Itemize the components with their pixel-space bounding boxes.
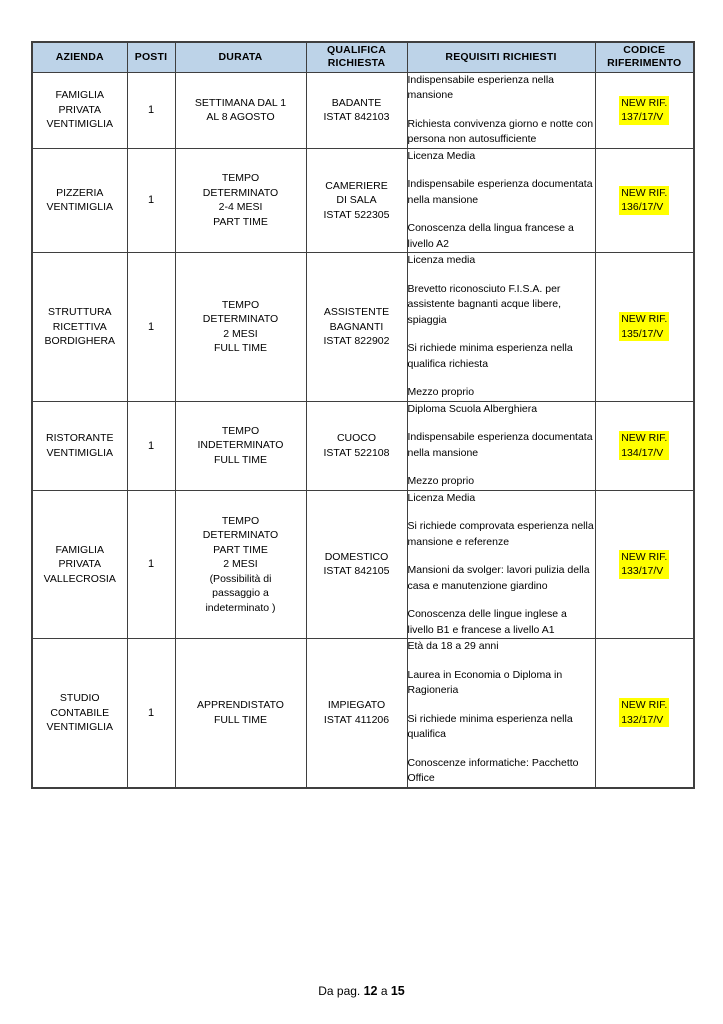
footer-from-page: 12 bbox=[363, 984, 378, 998]
cell-qualification-line: IMPIEGATO bbox=[327, 699, 386, 712]
requirement-paragraph: Diploma Scuola Alberghiera bbox=[407, 402, 538, 415]
cell-duration-line: AL 8 AGOSTO bbox=[206, 111, 275, 123]
cell-duration bbox=[175, 72, 306, 148]
requirement-paragraph: Licenza media bbox=[407, 254, 476, 266]
cell-qualification-line: DOMESTICO bbox=[324, 550, 389, 563]
cell-qualification-line: ASSISTENTE bbox=[323, 306, 390, 318]
column-header-posti bbox=[127, 42, 175, 72]
cell-requirements bbox=[407, 72, 595, 148]
table-row bbox=[32, 253, 694, 402]
table-row bbox=[32, 639, 694, 788]
requirement-paragraph: Conoscenza delle lingue inglese a livello B1 e francese a livello A1 bbox=[407, 608, 567, 636]
column-header-azienda bbox=[32, 42, 127, 72]
column-header-durata bbox=[175, 42, 306, 72]
requirement-paragraph: Brevetto riconosciuto F.I.S.A. per assistente bagnanti acque libere, spiaggia bbox=[407, 282, 562, 326]
column-header-line: DURATA bbox=[218, 50, 263, 63]
reference-code-line: NEW RIF. bbox=[621, 313, 668, 326]
cell-company-line: FAMIGLIA bbox=[55, 543, 104, 556]
requirement-paragraph: Conoscenza della lingua francese a livello A2 bbox=[407, 222, 574, 250]
column-header-line: RICHIESTA bbox=[327, 57, 386, 70]
requirement-paragraph: Si richiede minima esperienza nella qualifica bbox=[407, 712, 573, 740]
reference-code-line: NEW RIF. bbox=[621, 96, 668, 109]
cell-duration-line: 2 MESI bbox=[223, 327, 258, 340]
cell-requirements bbox=[407, 401, 595, 490]
cell-company-line: BORDIGHERA bbox=[44, 335, 116, 347]
requirement-paragraph: Indispensabile esperienza documentata nella mansione bbox=[407, 178, 593, 206]
cell-reference-code bbox=[595, 253, 694, 402]
requirement-paragraph: Licenza Media bbox=[407, 491, 476, 504]
reference-code-line: NEW RIF. bbox=[621, 186, 668, 199]
cell-qualification bbox=[306, 148, 407, 253]
reference-code-line: 133/17/V bbox=[621, 565, 664, 578]
cell-positions: 1 bbox=[127, 401, 175, 490]
cell-duration-line: TEMPO bbox=[221, 172, 260, 185]
cell-company-line: VENTIMIGLIA bbox=[46, 201, 113, 214]
column-header-codice bbox=[595, 42, 694, 72]
cell-positions: 1 bbox=[127, 253, 175, 402]
page-footer bbox=[0, 983, 723, 999]
reference-code-line: 136/17/V bbox=[621, 201, 664, 214]
cell-company-line: VALLECROSIA bbox=[43, 572, 116, 585]
cell-duration bbox=[175, 253, 306, 402]
cell-company bbox=[32, 490, 127, 639]
cell-company-line: PRIVATA bbox=[58, 103, 102, 116]
reference-code-line: 134/17/V bbox=[621, 446, 664, 459]
cell-positions: 1 bbox=[127, 72, 175, 148]
cell-duration-line: 2 MESI bbox=[223, 558, 258, 570]
cell-duration-line: FULL TIME bbox=[213, 453, 268, 466]
cell-qualification-line: ISTAT 411206 bbox=[323, 713, 390, 726]
cell-reference-code bbox=[595, 639, 694, 788]
requirement-paragraph: Mansioni da svolger: lavori pulizia della casa e manutenzione giardino bbox=[407, 564, 590, 592]
job-offers-table bbox=[31, 41, 695, 789]
column-header-line: QUALIFICA bbox=[327, 44, 386, 57]
cell-duration bbox=[175, 148, 306, 253]
column-header-line: RIFERIMENTO bbox=[607, 57, 682, 70]
requirement-paragraph: Richiesta convivenza giorno e notte con persona non autosufficiente bbox=[407, 117, 594, 145]
footer-prefix: Da pag. bbox=[318, 984, 364, 998]
cell-duration-line: TEMPO bbox=[221, 298, 260, 311]
requirement-paragraph: Età da 18 a 29 anni bbox=[407, 640, 499, 652]
reference-code-badge bbox=[619, 96, 669, 125]
reference-code-line: 132/17/V bbox=[621, 713, 664, 726]
requirement-paragraph: Si richiede comprovata esperienza nella mansione e referenze bbox=[407, 520, 594, 548]
cell-requirements bbox=[407, 639, 595, 788]
cell-qualification-line: BADANTE bbox=[331, 96, 382, 109]
requirement-paragraph: Licenza Media bbox=[407, 149, 476, 162]
requirement-paragraph: Laurea in Economia o Diploma in Ragioneria bbox=[407, 668, 563, 696]
cell-duration-line: TEMPO bbox=[221, 514, 260, 527]
cell-duration-line: PART TIME bbox=[213, 215, 268, 228]
cell-reference-code bbox=[595, 401, 694, 490]
cell-positions: 1 bbox=[127, 148, 175, 253]
cell-qualification-line: BAGNANTI bbox=[329, 320, 384, 333]
column-header-qualifica bbox=[306, 42, 407, 72]
reference-code-line: NEW RIF. bbox=[621, 432, 668, 444]
cell-qualification-line: ISTAT 522305 bbox=[323, 208, 390, 221]
cell-duration-line: DETERMINATO bbox=[202, 186, 279, 199]
cell-duration-line: DETERMINATO bbox=[202, 529, 279, 541]
cell-requirements bbox=[407, 148, 595, 253]
cell-duration bbox=[175, 490, 306, 639]
cell-qualification bbox=[306, 401, 407, 490]
reference-code-line: NEW RIF. bbox=[621, 699, 668, 712]
column-header-requisiti bbox=[407, 42, 595, 72]
cell-duration-line: FULL TIME bbox=[213, 713, 268, 726]
footer-to-page: 15 bbox=[390, 984, 405, 998]
cell-duration-line: indeterminato ) bbox=[205, 601, 276, 614]
cell-reference-code bbox=[595, 490, 694, 639]
cell-reference-code bbox=[595, 148, 694, 253]
reference-code-badge bbox=[619, 431, 669, 460]
cell-reference-code bbox=[595, 72, 694, 148]
cell-qualification bbox=[306, 639, 407, 788]
cell-duration-line: passaggio a bbox=[212, 587, 269, 599]
cell-qualification-line: DI SALA bbox=[336, 194, 377, 206]
table-header bbox=[32, 42, 694, 72]
cell-company bbox=[32, 401, 127, 490]
table-row bbox=[32, 72, 694, 148]
cell-company-line: STRUTTURA bbox=[47, 306, 112, 318]
cell-duration bbox=[175, 401, 306, 490]
footer-middle: a bbox=[377, 984, 391, 998]
column-header-line: AZIENDA bbox=[55, 50, 104, 63]
cell-company-line: CONTABILE bbox=[50, 706, 110, 719]
cell-duration-line: APPRENDISTATO bbox=[197, 699, 284, 712]
cell-qualification bbox=[306, 253, 407, 402]
cell-company bbox=[32, 639, 127, 788]
reference-code-line: 137/17/V bbox=[621, 111, 664, 123]
cell-duration bbox=[175, 639, 306, 788]
table-row bbox=[32, 148, 694, 253]
cell-duration-line: PART TIME bbox=[213, 543, 268, 556]
cell-qualification bbox=[306, 72, 407, 148]
cell-duration-line: INDETERMINATO bbox=[197, 439, 284, 452]
cell-company-line: VENTIMIGLIA bbox=[46, 118, 113, 131]
cell-qualification-line: CUOCO bbox=[336, 432, 377, 444]
cell-company-line: FAMIGLIA bbox=[55, 89, 104, 102]
column-header-line: POSTI bbox=[134, 50, 168, 63]
cell-company-line: STUDIO bbox=[59, 692, 100, 704]
table-row bbox=[32, 401, 694, 490]
cell-company-line: VENTIMIGLIA bbox=[46, 721, 113, 733]
cell-duration-line: FULL TIME bbox=[213, 342, 268, 355]
reference-code-badge bbox=[619, 312, 669, 341]
reference-code-badge bbox=[619, 550, 669, 579]
cell-duration-line: SETTIMANA DAL 1 bbox=[194, 96, 287, 109]
reference-code-badge bbox=[619, 698, 669, 727]
cell-duration-line: TEMPO bbox=[221, 424, 260, 437]
requirement-paragraph: Conoscenze informatiche: Pacchetto Office bbox=[407, 756, 579, 784]
column-header-line: CODICE bbox=[623, 44, 666, 57]
cell-qualification-line: ISTAT 842103 bbox=[323, 111, 390, 123]
reference-code-line: NEW RIF. bbox=[621, 550, 668, 563]
cell-qualification-line: ISTAT 522108 bbox=[323, 446, 390, 459]
requirement-paragraph: Si richiede minima esperienza nella qualifica richiesta bbox=[407, 342, 573, 370]
cell-requirements bbox=[407, 490, 595, 639]
column-header-line: REQUISITI RICHIESTI bbox=[445, 50, 557, 63]
cell-company bbox=[32, 253, 127, 402]
cell-duration-line: (Possibilità di bbox=[209, 572, 272, 585]
cell-qualification-line: ISTAT 822902 bbox=[323, 335, 390, 347]
reference-code-badge bbox=[619, 186, 669, 215]
requirement-paragraph: Mezzo proprio bbox=[407, 386, 475, 398]
cell-company-line: RISTORANTE bbox=[46, 432, 114, 444]
cell-company-line: PRIVATA bbox=[58, 558, 102, 570]
cell-company-line: PIZZERIA bbox=[56, 186, 104, 199]
job-offers-table-container bbox=[31, 41, 693, 789]
cell-positions: 1 bbox=[127, 639, 175, 788]
cell-duration-line: 2-4 MESI bbox=[218, 201, 263, 214]
cell-qualification bbox=[306, 490, 407, 639]
cell-qualification-line: CAMERIERE bbox=[325, 179, 388, 192]
reference-code-line: 135/17/V bbox=[621, 327, 664, 340]
cell-requirements bbox=[407, 253, 595, 402]
cell-company-line: VENTIMIGLIA bbox=[46, 446, 113, 459]
requirement-paragraph: Indispensabile esperienza documentata nella mansione bbox=[407, 431, 593, 459]
cell-qualification-line: ISTAT 842105 bbox=[323, 565, 390, 578]
table-header-row bbox=[32, 42, 694, 72]
cell-positions: 1 bbox=[127, 490, 175, 639]
cell-duration-line: DETERMINATO bbox=[202, 313, 279, 326]
cell-company bbox=[32, 72, 127, 148]
requirement-paragraph: Mezzo proprio bbox=[407, 475, 475, 487]
requirement-paragraph: Indispensabile esperienza nella mansione bbox=[407, 73, 555, 101]
table-body bbox=[32, 72, 694, 788]
table-row bbox=[32, 490, 694, 639]
cell-company-line: RICETTIVA bbox=[52, 320, 107, 333]
cell-company bbox=[32, 148, 127, 253]
